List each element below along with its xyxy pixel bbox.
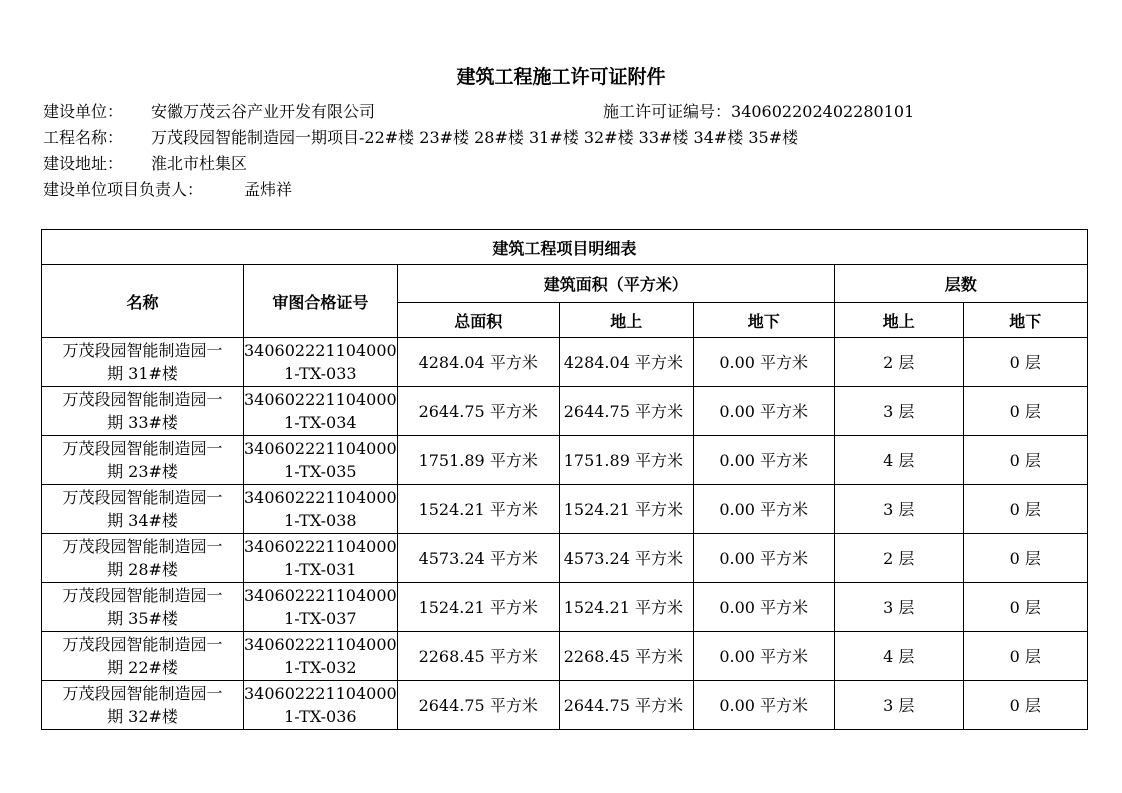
table-row — [42, 485, 1088, 534]
building-name: 万茂段园智能制造园一 期 32#楼 — [42, 681, 244, 730]
floors-above: 3 层 — [834, 583, 963, 632]
table-row — [42, 583, 1088, 632]
floors-above: 3 层 — [834, 485, 963, 534]
permit-line — [603, 99, 914, 122]
above-area: 4284.04 平方米 — [559, 338, 693, 387]
review-cert: 340602221104000 1-TX-036 — [244, 681, 398, 730]
header-total-area: 总面积 — [397, 303, 559, 338]
review-cert: 340602221104000 1-TX-037 — [244, 583, 398, 632]
manager-label: 建设单位项目负责人： — [43, 180, 204, 199]
project-label: 工程名称： — [43, 128, 124, 147]
floors-below: 0 层 — [963, 534, 1087, 583]
header-below-area: 地下 — [693, 303, 834, 338]
below-area: 0.00 平方米 — [693, 534, 834, 583]
above-area: 2644.75 平方米 — [559, 681, 693, 730]
above-area: 2644.75 平方米 — [559, 387, 693, 436]
header-floors-group: 层数 — [834, 265, 1087, 303]
document-title: 建筑工程施工许可证附件 — [456, 66, 666, 88]
below-area: 0.00 平方米 — [693, 583, 834, 632]
permit-label: 施工许可证编号： — [603, 102, 732, 121]
header-name: 名称 — [42, 265, 244, 338]
total-area: 2644.75 平方米 — [397, 387, 559, 436]
manager-line — [43, 177, 292, 200]
table-caption: 建筑工程项目明细表 — [42, 230, 1088, 265]
address-label: 建设地址： — [43, 154, 124, 173]
floors-above: 2 层 — [834, 338, 963, 387]
table-row — [42, 436, 1088, 485]
review-cert: 340602221104000 1-TX-035 — [244, 436, 398, 485]
total-area: 1524.21 平方米 — [397, 485, 559, 534]
total-area: 1524.21 平方米 — [397, 583, 559, 632]
building-name: 万茂段园智能制造园一 期 35#楼 — [42, 583, 244, 632]
review-cert: 340602221104000 1-TX-034 — [244, 387, 398, 436]
project-line — [43, 125, 798, 148]
floors-below: 0 层 — [963, 387, 1087, 436]
above-area: 1524.21 平方米 — [559, 485, 693, 534]
below-area: 0.00 平方米 — [693, 436, 834, 485]
floors-above: 4 层 — [834, 632, 963, 681]
above-area: 4573.24 平方米 — [559, 534, 693, 583]
review-cert: 340602221104000 1-TX-033 — [244, 338, 398, 387]
review-cert: 340602221104000 1-TX-031 — [244, 534, 398, 583]
total-area: 4573.24 平方米 — [397, 534, 559, 583]
floors-above: 3 层 — [834, 681, 963, 730]
builder-label: 建设单位： — [43, 102, 124, 121]
table-row — [42, 338, 1088, 387]
builder-line — [43, 99, 375, 122]
header-floors-above: 地上 — [834, 303, 963, 338]
total-area: 4284.04 平方米 — [397, 338, 559, 387]
below-area: 0.00 平方米 — [693, 681, 834, 730]
floors-above: 2 层 — [834, 534, 963, 583]
table-row — [42, 534, 1088, 583]
building-name: 万茂段园智能制造园一 期 33#楼 — [42, 387, 244, 436]
building-name: 万茂段园智能制造园一 期 34#楼 — [42, 485, 244, 534]
building-name: 万茂段园智能制造园一 期 31#楼 — [42, 338, 244, 387]
floors-below: 0 层 — [963, 436, 1087, 485]
building-name: 万茂段园智能制造园一 期 23#楼 — [42, 436, 244, 485]
below-area: 0.00 平方米 — [693, 485, 834, 534]
builder-value: 安徽万茂云谷产业开发有限公司 — [151, 102, 376, 121]
review-cert: 340602221104000 1-TX-032 — [244, 632, 398, 681]
project-value: 万茂段园智能制造园一期项目-22#楼 23#楼 28#楼 31#楼 32#楼 33#楼 34#楼 35#楼 — [151, 128, 799, 147]
below-area: 0.00 平方米 — [693, 387, 834, 436]
table-row — [42, 632, 1088, 681]
building-name: 万茂段园智能制造园一 期 22#楼 — [42, 632, 244, 681]
permit-number: 340602202402280101 — [731, 102, 915, 121]
total-area: 1751.89 平方米 — [397, 436, 559, 485]
below-area: 0.00 平方米 — [693, 632, 834, 681]
header-floors-below: 地下 — [963, 303, 1087, 338]
project-detail-table — [41, 229, 1088, 730]
floors-above: 3 层 — [834, 387, 963, 436]
floors-above: 4 层 — [834, 436, 963, 485]
header-cert: 审图合格证号 — [244, 265, 398, 338]
manager-value: 孟炜祥 — [244, 180, 293, 199]
header-above-area: 地上 — [559, 303, 693, 338]
address-line — [43, 151, 247, 174]
address-value: 淮北市杜集区 — [151, 154, 248, 173]
total-area: 2644.75 平方米 — [397, 681, 559, 730]
above-area: 1751.89 平方米 — [559, 436, 693, 485]
total-area: 2268.45 平方米 — [397, 632, 559, 681]
floors-below: 0 层 — [963, 632, 1087, 681]
floors-below: 0 层 — [963, 681, 1087, 730]
floors-below: 0 层 — [963, 338, 1087, 387]
floors-below: 0 层 — [963, 485, 1087, 534]
floors-below: 0 层 — [963, 583, 1087, 632]
building-name: 万茂段园智能制造园一 期 28#楼 — [42, 534, 244, 583]
above-area: 2268.45 平方米 — [559, 632, 693, 681]
header-area-group: 建筑面积（平方米） — [397, 265, 834, 303]
above-area: 1524.21 平方米 — [559, 583, 693, 632]
table-row — [42, 387, 1088, 436]
below-area: 0.00 平方米 — [693, 338, 834, 387]
table-row — [42, 681, 1088, 730]
review-cert: 340602221104000 1-TX-038 — [244, 485, 398, 534]
